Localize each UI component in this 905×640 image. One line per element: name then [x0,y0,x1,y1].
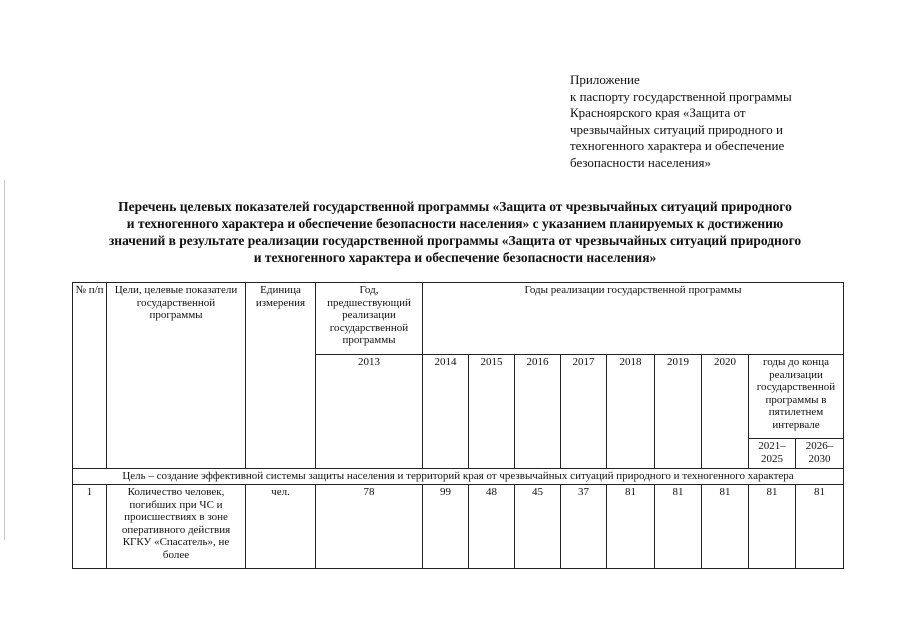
header-year: 2017 [561,355,607,469]
header-year: 2019 [655,355,702,469]
row-value-2018: 81 [607,485,655,569]
header-year: 2020 [702,355,749,469]
title-line: значений в результате реализации государственной программы «Защита от чрезвычайных ситуаций природного [108,233,802,248]
document-title [40,198,870,266]
scan-edge-line [4,180,5,540]
row-indicator-name: Количество человек, погибших при ЧС и происшествиях в зоне оперативного действия КГКУ «Спасатель», не более [107,485,246,569]
appendix-line: безопасности населения» [570,154,711,170]
header-years-group: Годы реализации государственной программы [423,283,844,355]
header-goals: Цели, целевые показатели государственной программы [107,283,246,469]
row-value-2015: 48 [469,485,515,569]
header-num: № п/п [73,283,107,469]
title-line: и техногенного характера и обеспечение безопасности населения» [253,250,657,265]
header-interval: 2021–2025 [749,439,796,469]
row-unit: чел. [246,485,316,569]
header-year: 2015 [469,355,515,469]
header-interval: 2026–2030 [796,439,844,469]
indicators-table [72,282,844,569]
appendix-line: чрезвычайных ситуаций природного и [570,121,783,137]
header-prev-year-value: 2013 [316,355,423,469]
row-value-2026-2030: 81 [796,485,844,569]
goal-row: Цель – создание эффективной системы защиты населения и территорий края от чрезвычайных ситуаций природного и техногенного характера [73,469,844,485]
row-value-2019: 81 [655,485,702,569]
appendix-line: Красноярского края «Защита от [570,105,746,120]
row-value-2013: 78 [316,485,423,569]
appendix-line: Приложение [570,72,640,87]
appendix-line: к паспорту государственной программы [570,88,792,104]
row-value-2021-2025: 81 [749,485,796,569]
row-value-2020: 81 [702,485,749,569]
table-row [73,485,844,569]
row-value-2014: 99 [423,485,469,569]
appendix-block [570,72,870,171]
header-year: 2018 [607,355,655,469]
row-num: 1 [73,485,107,569]
row-value-2017: 37 [561,485,607,569]
row-value-2016: 45 [515,485,561,569]
header-five-year-interval: годы до конца реализации государственной программы в пятилетнем интервале [749,355,844,439]
appendix-line: техногенного характера и обеспечение [570,138,785,153]
header-prev-year: Год, предшествующий реализации государственной программы [316,283,423,355]
title-line: и техногенного характера и обеспечение безопасности населения» с указанием планируемых к достижению [126,216,784,231]
header-year: 2016 [515,355,561,469]
header-unit: Единица измерения [246,283,316,469]
title-line: Перечень целевых показателей государственной программы «Защита от чрезвычайных ситуаций природного [118,199,792,214]
header-year: 2014 [423,355,469,469]
